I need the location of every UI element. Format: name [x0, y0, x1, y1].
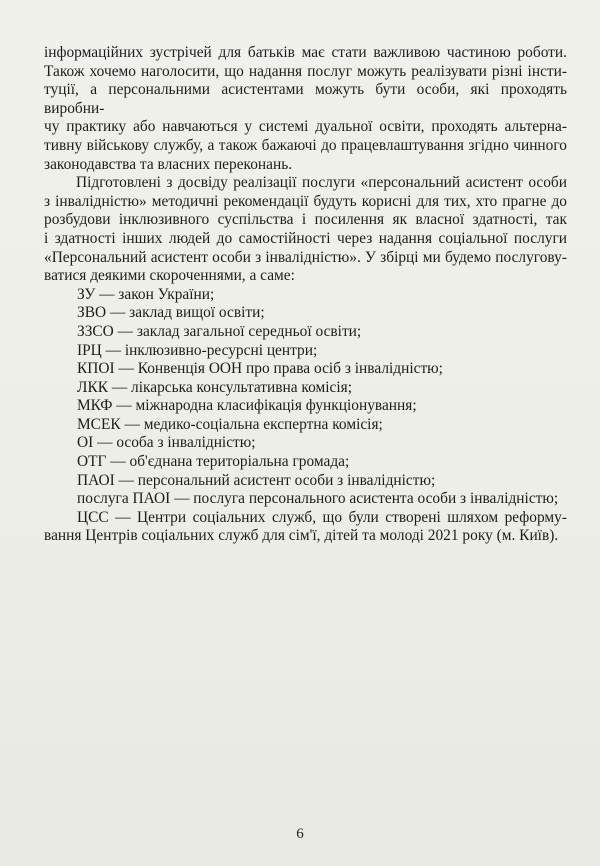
text-line: розбудови інклюзивного суспільства і посилення як власної здатності, так — [44, 211, 567, 229]
list-item: ОІ — особа з інвалідністю; — [77, 434, 256, 452]
text-line: законодавства та власних переконань. — [44, 155, 293, 173]
text-line: тивну військову службу, а також бажаючі до працевлаштування згідно чинного — [44, 136, 567, 154]
list-item: МКФ — міжнародна класифікація функціонування; — [77, 397, 417, 415]
list-item: ЦСС — Центри соціальних служб, що були створені шляхом реформу- — [77, 508, 567, 526]
list-item-continuation: вання Центрів соціальних служб для сім'ї, дітей та молоді 2021 року (м. Київ). — [44, 527, 559, 545]
text-line: ватися деякими скороченнями, а саме: — [44, 267, 295, 285]
text-line: Також хочемо наголосити, що надання послуг можуть реалізувати різні інсти- — [44, 62, 567, 80]
list-item: ЗЗСО — заклад загальної середньої освіти; — [77, 322, 362, 340]
page-number: 6 — [296, 826, 304, 842]
text-line: «Персональний асистент особи з інвалідністю». У збірці ми будемо послугову- — [44, 248, 567, 266]
paragraph-2 — [44, 174, 567, 286]
text-line: інформаційних зустрічей для батьків має стати важливою частиною роботи. — [44, 44, 567, 61]
text-line: Підготовлені з досвіду реалізації послуги «персональний асистент особи — [76, 174, 567, 192]
list-item: ЗУ — закон України; — [77, 285, 215, 303]
paragraph-1 — [44, 44, 567, 174]
list-item: послуга ПАОІ — послуга персонального асистента особи з інвалідністю; — [77, 490, 559, 508]
list-item: ОТГ — об'єднана територіальна громада; — [77, 453, 350, 471]
body-text — [44, 44, 567, 546]
text-line: з інвалідністю» методичні рекомендації будуть корисні для тих, хто прагне до — [44, 192, 567, 210]
list-item: ІРЦ — інклюзивно-ресурсні центри; — [77, 341, 318, 359]
list-item: ЛКК — лікарська консультативна комісія; — [77, 378, 353, 396]
text-line: і здатності інших людей до самостійності через надання соціальної послуги — [44, 229, 567, 247]
list-item: ПАОІ — персональний асистент особи з інвалідністю; — [77, 471, 436, 489]
list-item: ЗВО — заклад вищої освіти; — [77, 304, 265, 322]
abbreviation-list — [44, 286, 567, 546]
list-item: МСЕК — медико-соціальна експертна комісія; — [77, 415, 383, 433]
text-line: туції, а персональними асистентами можуть бути особи, які проходять виробни- — [44, 81, 567, 117]
list-item: КПОІ — Конвенція ООН про права осіб з інвалідністю; — [77, 360, 443, 378]
text-line: чу практику або навчаються у системі дуальної освіти, проходять альтерна- — [44, 118, 567, 136]
